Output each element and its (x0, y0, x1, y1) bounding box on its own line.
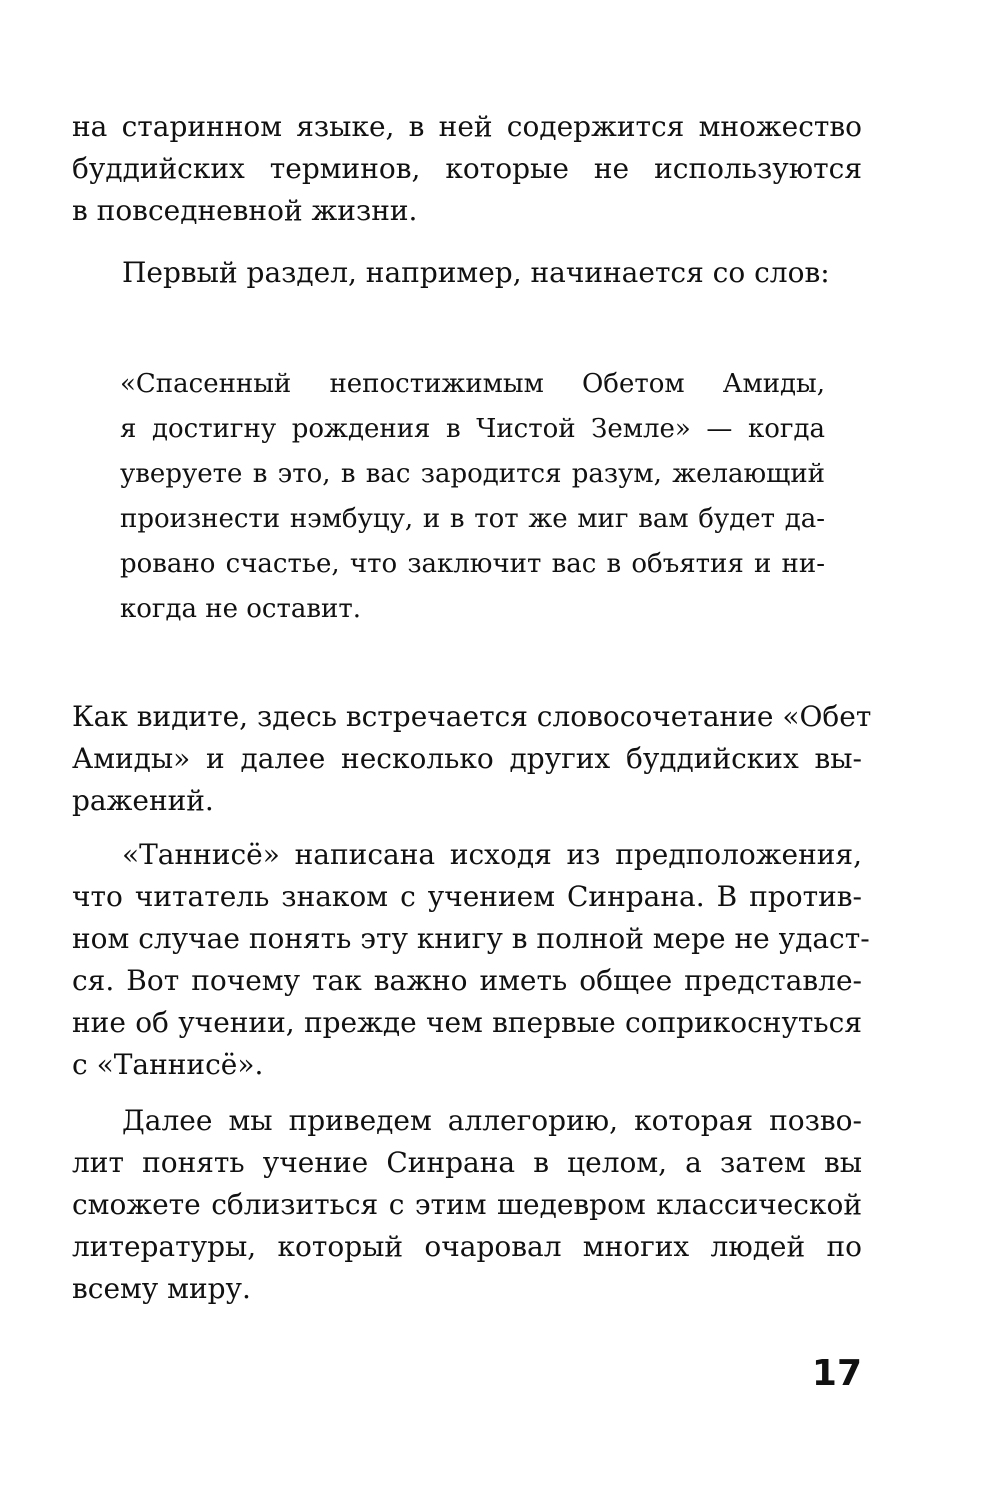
quote-line: когда не оставит. (120, 594, 361, 624)
page-number: 17 (811, 1353, 862, 1394)
text-line: что читатель знаком с учением Синрана. В против- (72, 880, 862, 913)
text-line: Как видите, здесь встречается словосочетание «Обет (72, 700, 872, 733)
quote-line: ровано счастье, что заключит вас в объятия и ни- (120, 549, 825, 579)
text-line: литературы, который очаровал многих людей по (72, 1230, 862, 1263)
paragraph-2 (72, 252, 862, 294)
text-line: в повседневной жизни. (72, 194, 418, 227)
paragraph-5 (72, 1100, 862, 1310)
text-line: ся. Вот почему так важно иметь общее представле- (72, 964, 862, 997)
text-line: Первый раздел, например, начинается со слов: (122, 256, 830, 289)
text-line: Далее мы приведем аллегорию, которая позво- (122, 1104, 862, 1137)
quote-block (120, 362, 825, 632)
quote-line: «Спасенный непостижимым Обетом Амиды, (120, 369, 825, 399)
paragraph-3 (72, 696, 872, 822)
text-line: сможете сблизиться с этим шедевром классической (72, 1188, 862, 1221)
quote-line: произнести нэмбуцу, и в тот же миг вам будет да- (120, 504, 825, 534)
text-line: на старинном языке, в ней содержится множество (72, 110, 862, 143)
quote-line: уверуете в это, в вас зародится разум, желающий (120, 459, 825, 489)
text-line: ние об учении, прежде чем впервые соприкоснуться (72, 1006, 862, 1039)
text-line: Амиды» и далее несколько других буддийских вы- (72, 742, 862, 775)
text-line: ном случае понять эту книгу в полной мере не удаст- (72, 922, 870, 955)
text-line: ражений. (72, 784, 214, 817)
text-line: лит понять учение Синрана в целом, а затем вы (72, 1146, 862, 1179)
text-line: с «Таннисё». (72, 1048, 264, 1081)
text-line: «Таннисё» написана исходя из предположения, (122, 838, 862, 871)
paragraph-1 (72, 106, 862, 232)
paragraph-4 (72, 834, 870, 1086)
quote-line: я достигну рождения в Чистой Земле» — когда (120, 414, 825, 444)
text-line: всему миру. (72, 1272, 251, 1305)
text-line: буддийских терминов, которые не используются (72, 152, 862, 185)
